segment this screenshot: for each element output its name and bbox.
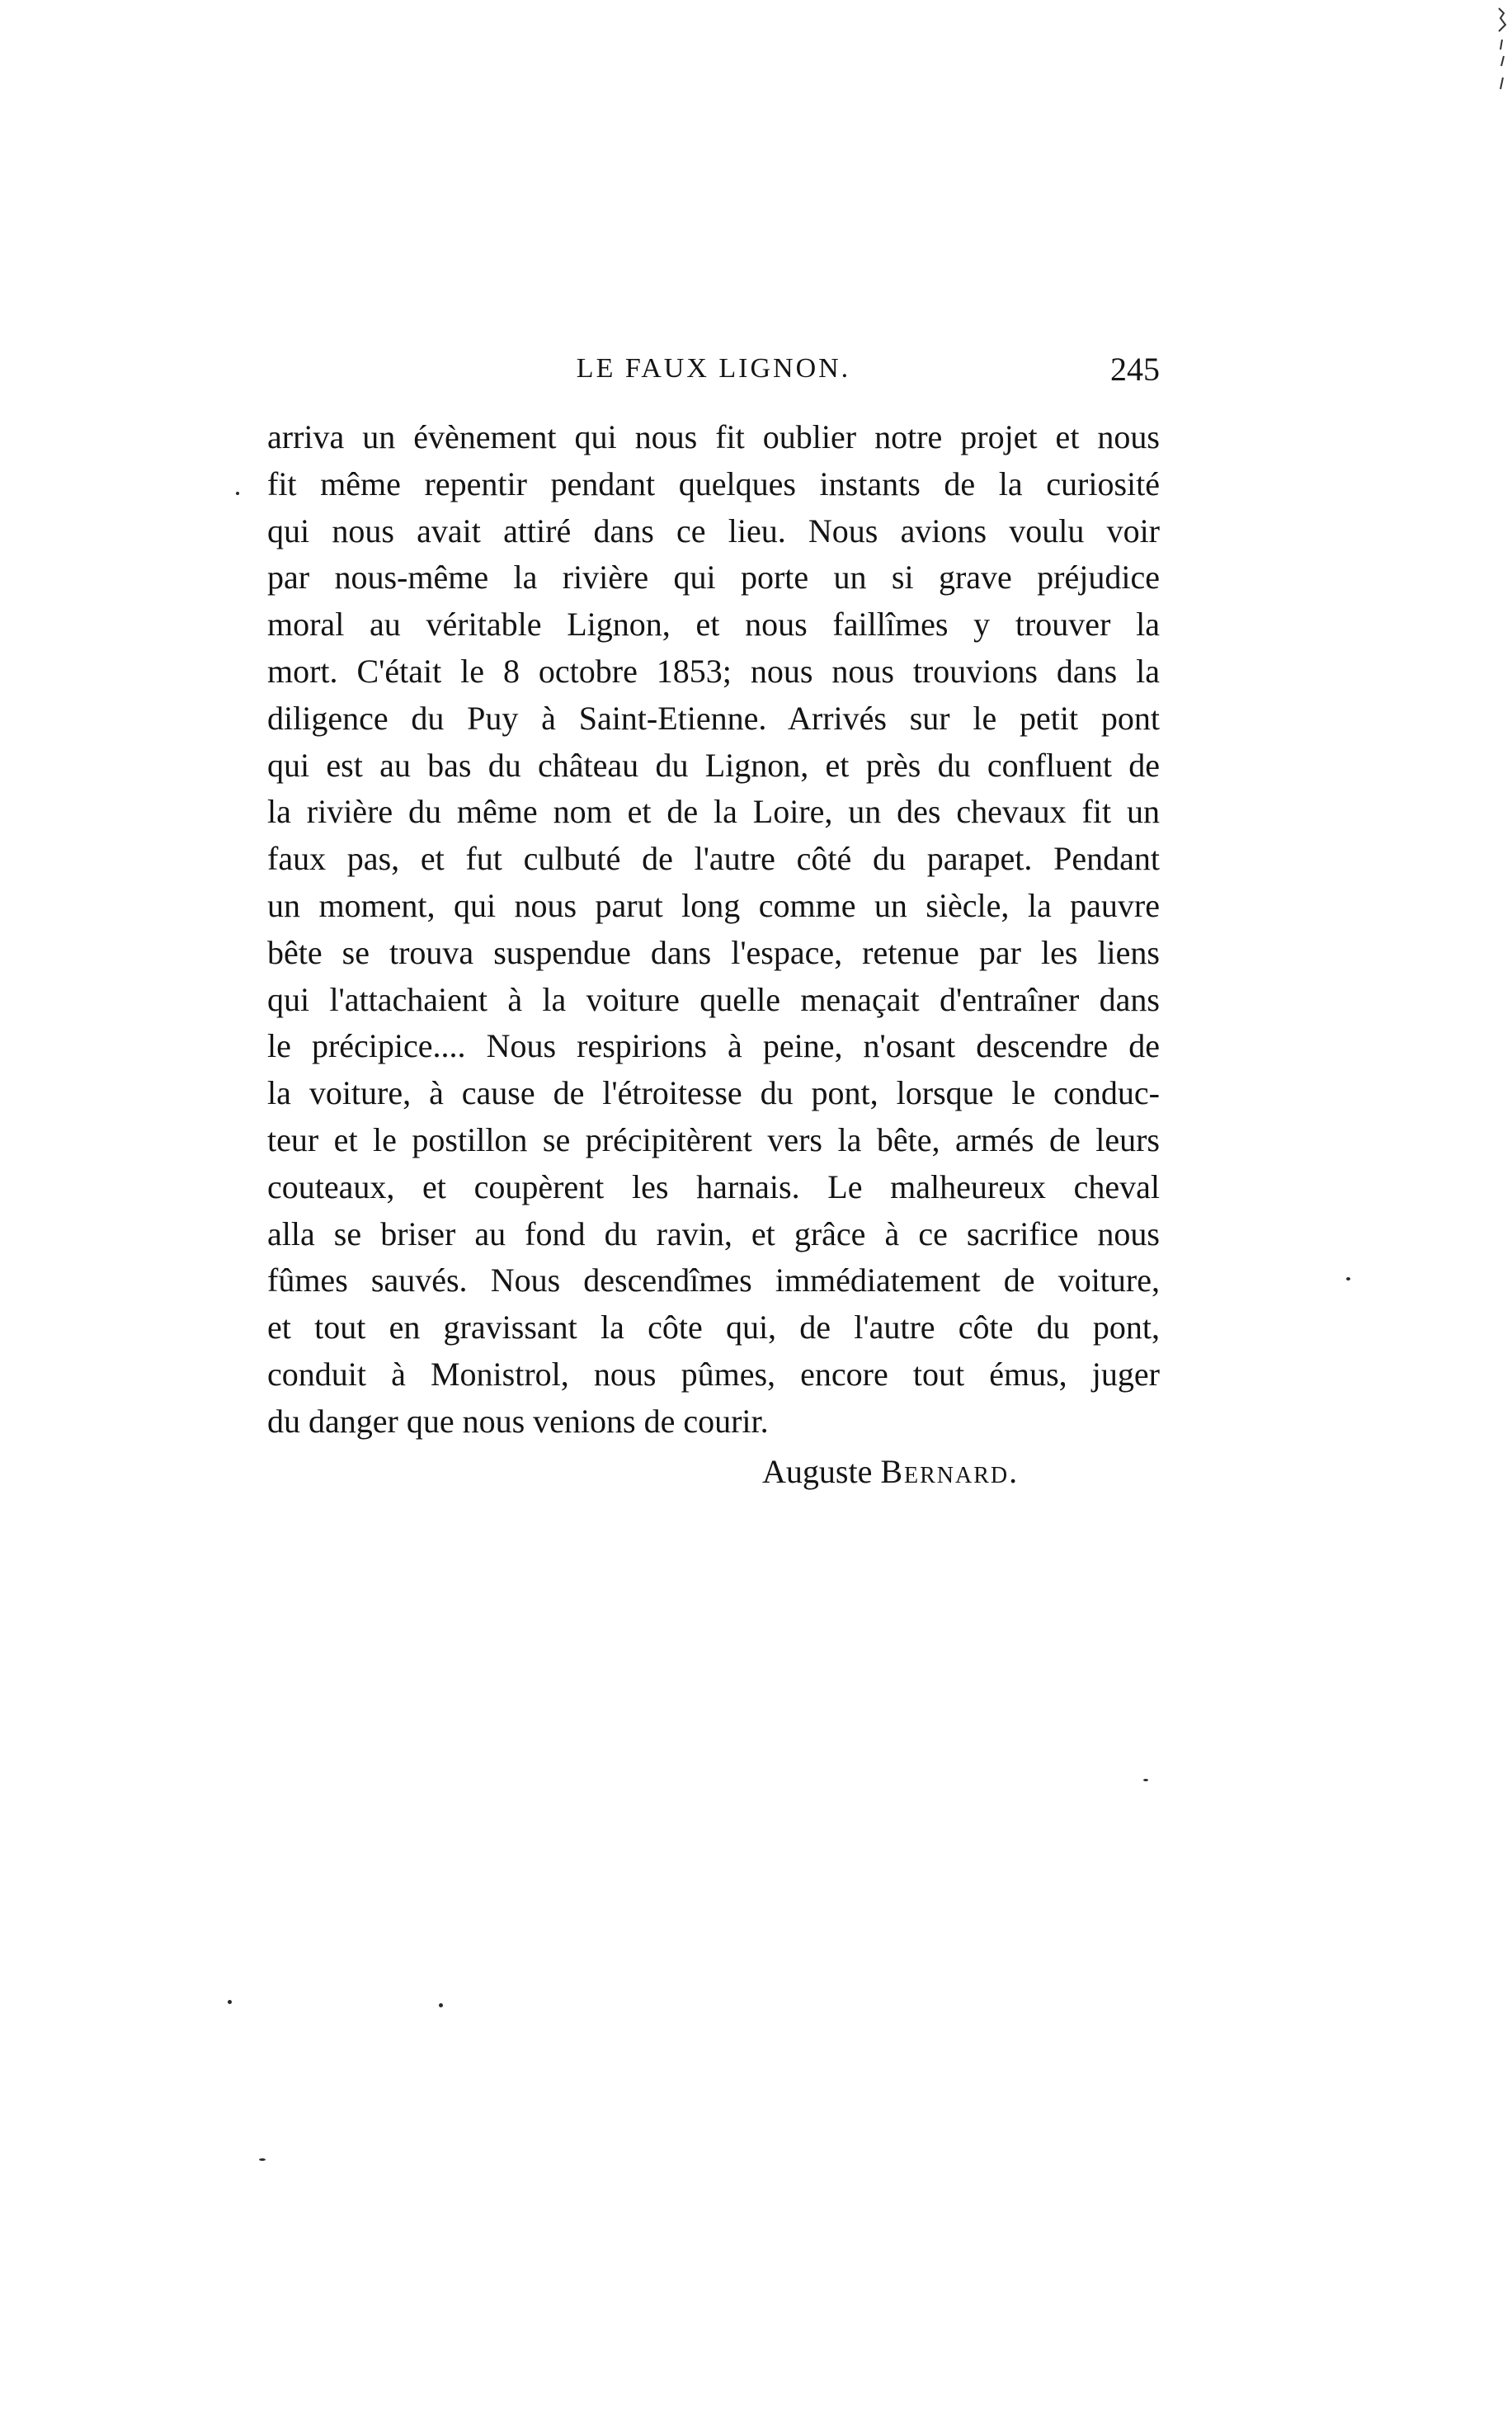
text-line: diligence du Puy à Saint-Etienne. Arrivés sur le petit pont: [267, 699, 1160, 737]
scan-edge-mark: [1489, 7, 1507, 97]
text-line: conduit à Monistrol, nous pûmes, encore tout émus, juger: [267, 1355, 1160, 1393]
signature-surname: Bernard.: [880, 1453, 1020, 1490]
text-line: fûmes sauvés. Nous descendîmes immédiatement de voiture,: [267, 1262, 1160, 1299]
text-line: et tout en gravissant la côte qui, de l'autre côte du pont,: [267, 1309, 1160, 1346]
running-title: LE FAUX LIGNON.: [576, 353, 851, 384]
text-line: moral au véritable Lignon, et nous faillîmes y trouver la: [267, 606, 1160, 644]
scan-speck: [236, 492, 239, 495]
text-line: par nous-même la rivière qui porte un si grave préjudice: [267, 559, 1160, 597]
scan-speck: [1143, 1779, 1148, 1781]
text-line: la rivière du même nom et de la Loire, un des chevaux fit un: [267, 793, 1160, 831]
text-line: la voiture, à cause de l'étroitesse du pont, lorsque le conduc-: [267, 1074, 1160, 1112]
text-line: arriva un évènement qui nous fit oublier notre projet et nous: [267, 418, 1160, 455]
text-line: alla se briser au fond du ravin, et grâce à ce sacrifice nous: [267, 1214, 1160, 1252]
text-line: fit même repentir pendant quelques instants de la curiosité: [267, 465, 1160, 502]
scan-speck: [1346, 1277, 1350, 1280]
text-line: un moment, qui nous parut long comme un siècle, la pauvre: [267, 886, 1160, 924]
text-line: couteaux, et coupèrent les harnais. Le malheureux cheval: [267, 1167, 1160, 1205]
text-line: du danger que nous venions de courir.: [267, 1402, 769, 1440]
text-line: mort. C'était le 8 octobre 1853; nous nous trouvions dans la: [267, 652, 1160, 690]
scan-speck: [259, 2158, 266, 2161]
scan-speck: [439, 2003, 443, 2007]
scan-speck: [228, 2000, 232, 2004]
page-number: 245: [1110, 351, 1160, 388]
text-line: faux pas, et fut culbuté de l'autre côté du parapet. Pendant: [267, 840, 1160, 878]
author-signature: [762, 1452, 1109, 1491]
text-line: qui nous avait attiré dans ce lieu. Nous avions voulu voir: [267, 512, 1160, 549]
text-line: le précipice.... Nous respirions à peine, n'osant descendre de: [267, 1027, 1160, 1065]
text-line: bête se trouva suspendue dans l'espace, retenue par les liens: [267, 933, 1160, 971]
running-head: [267, 350, 1160, 399]
text-line: teur et le postillon se précipitèrent vers la bête, armés de leurs: [267, 1120, 1160, 1158]
text-line: qui l'attachaient à la voiture quelle menaçait d'entraîner dans: [267, 980, 1160, 1018]
signature-first-name: Auguste: [762, 1453, 873, 1490]
text-line: qui est au bas du château du Lignon, et près du confluent de: [267, 746, 1160, 784]
body-text: [267, 414, 1160, 1446]
